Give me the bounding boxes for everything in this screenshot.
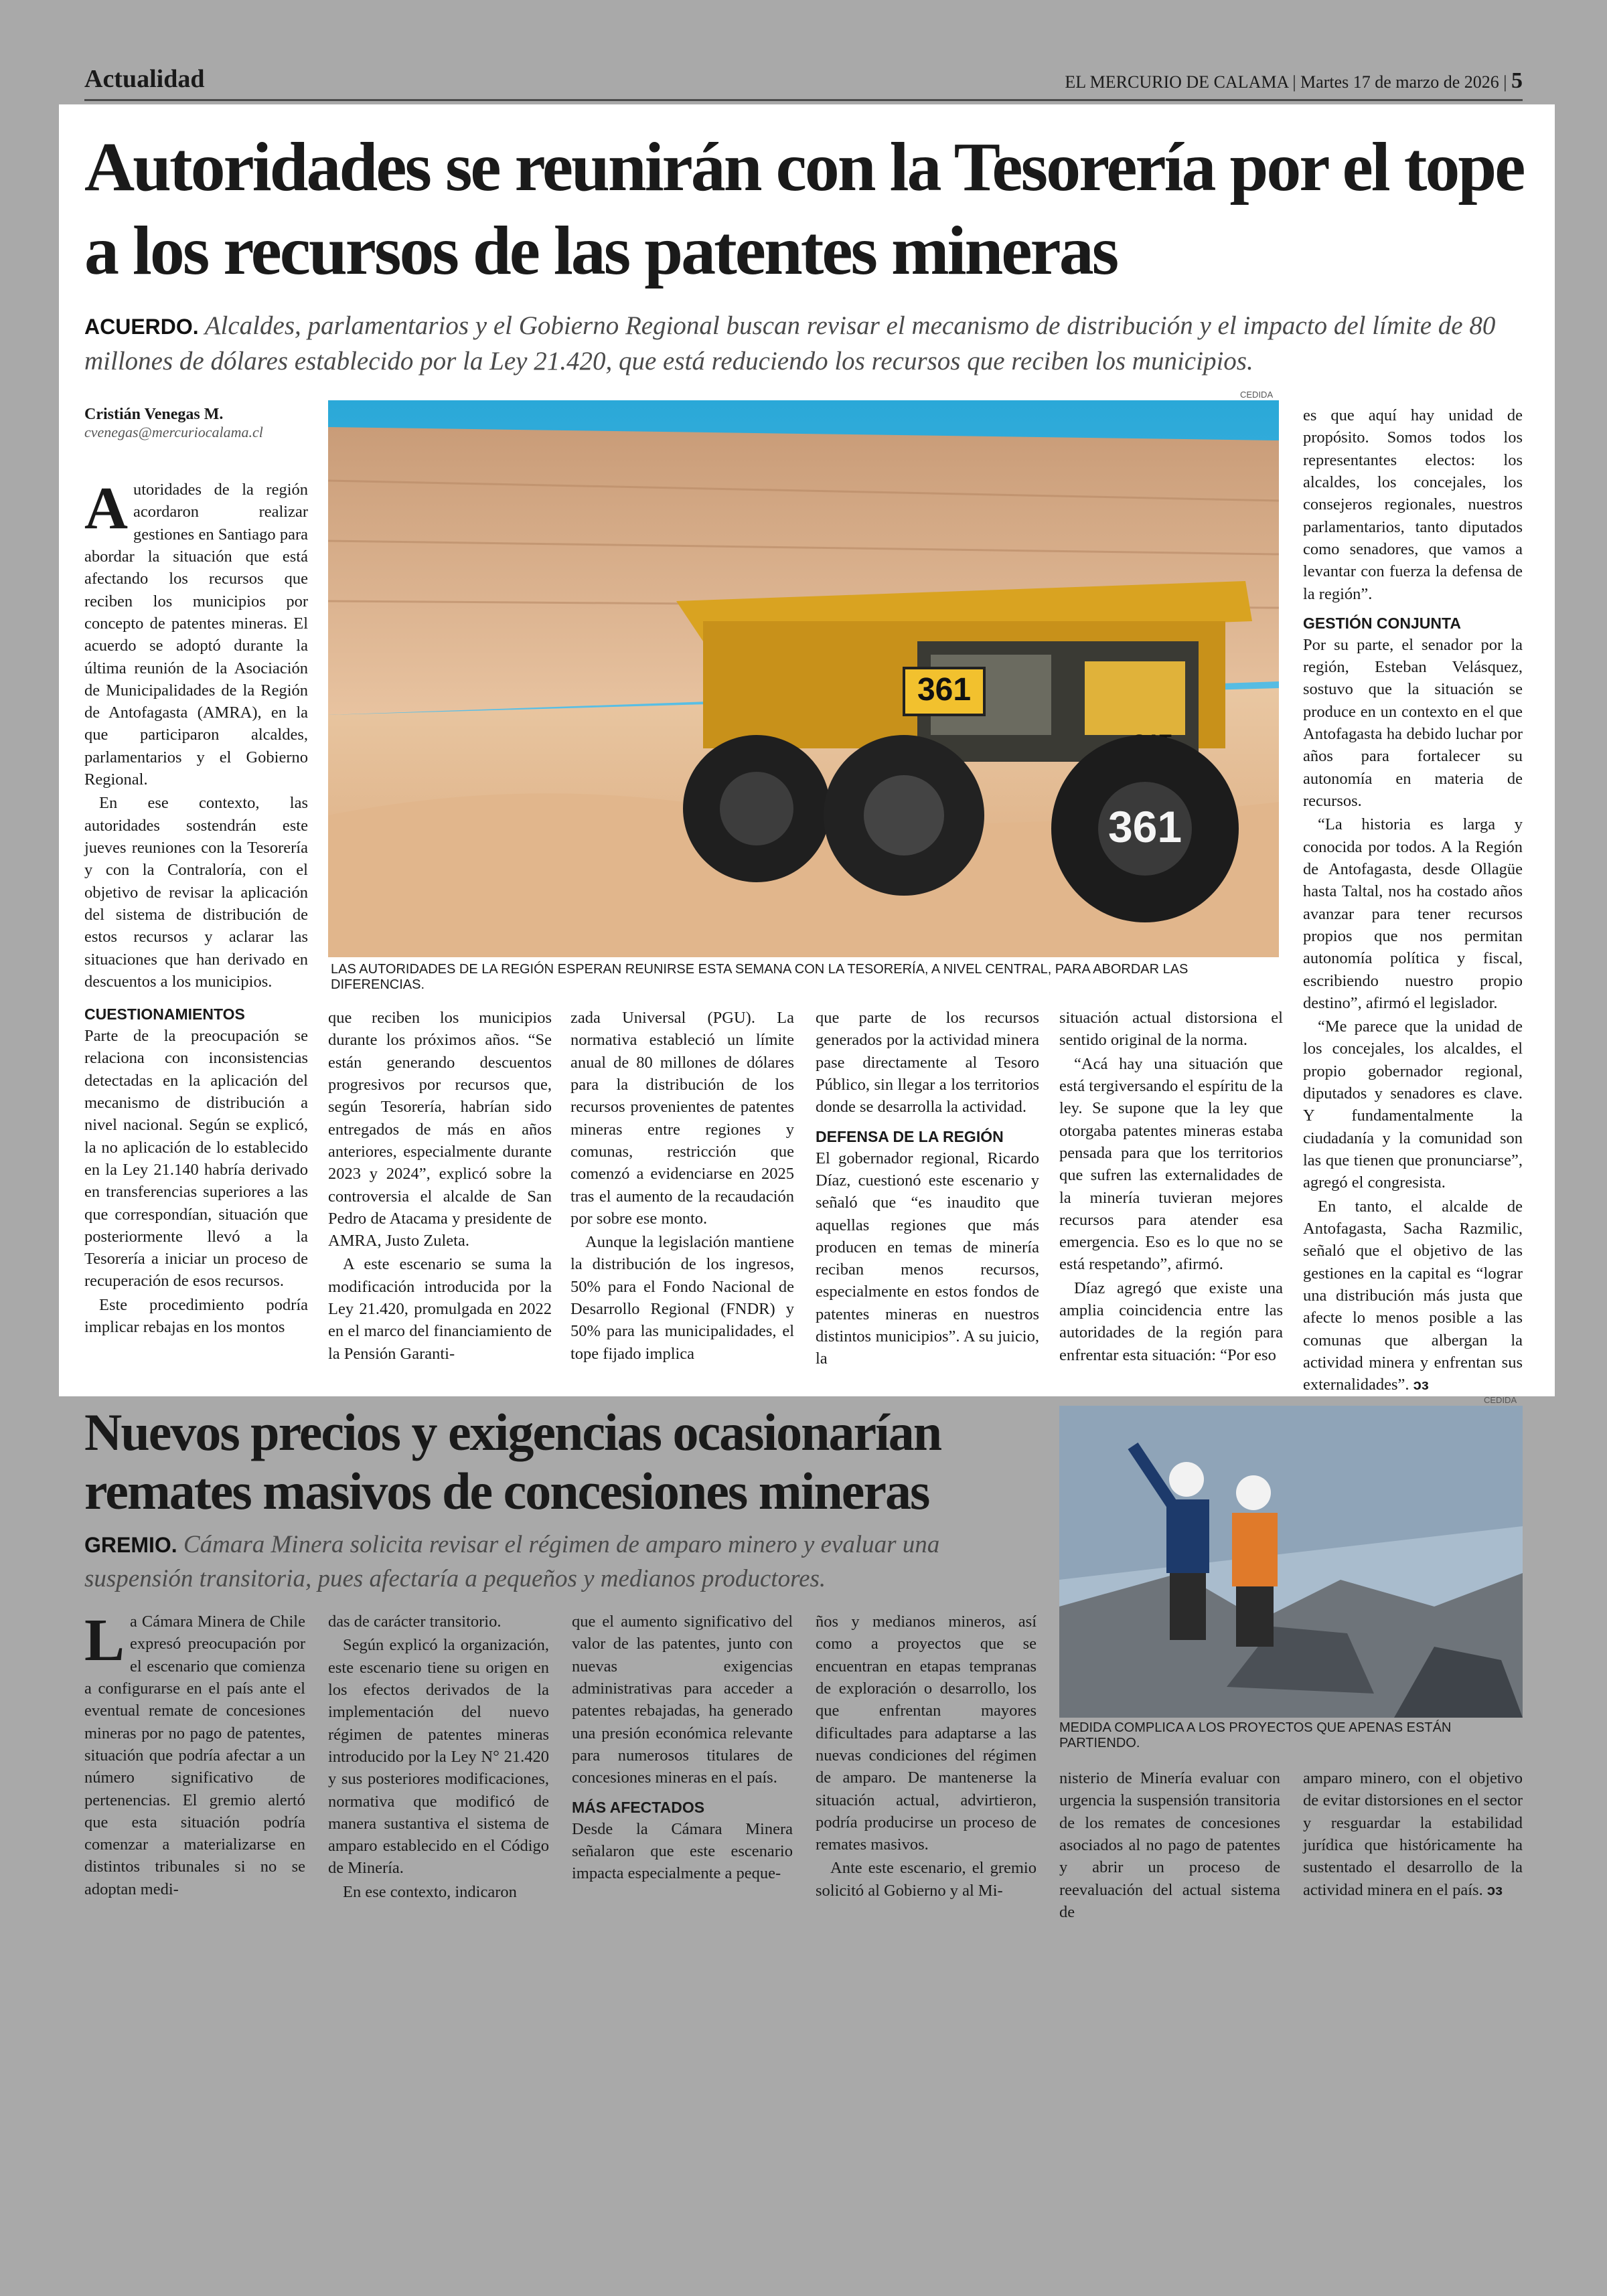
photo-credit: CEDIDA <box>1240 390 1274 400</box>
page-header <box>84 64 1523 101</box>
paragraph: Ante este escenario, el gremio solicitó al Gobierno y al Mi- <box>816 1859 1037 1900</box>
article1-col4 <box>816 1007 1039 1372</box>
subheading: MÁS AFECTADOS <box>572 1798 705 1816</box>
photo-caption: LAS AUTORIDADES DE LA REGIÓN ESPERAN REUNIRSE ESTA SEMANA CON LA TESORERÍA, A NIVEL CENTRAL, PARA ABORDAR LAS DIFERENCIAS. <box>331 962 1189 992</box>
article1-deck-text: Alcaldes, parlamentarios y el Gobierno Regional buscan revisar el mecanismo de distribución y el impacto del límite de 80 millones de dólares establecido por la Ley 21.420, que está reduciendo los recursos que reciben los municipios. <box>84 311 1496 376</box>
paragraph: Por su parte, el senador por la región, Esteban Velásquez, sostuvo que la situación se produce en un contexto en el que Antofagasta ha debido luchar por años para fortalecer su autonomía en materia de recursos. <box>1303 635 1523 810</box>
article1-kicker: ACUERDO. <box>84 315 199 339</box>
subheading: DEFENSA DE LA REGIÓN <box>816 1127 1004 1145</box>
paragraph: El gobernador regional, Ricardo Díaz, cuestionó este escenario y señaló que “es inaudito que aquellas regiones que más producen en temas de minería reciban menos recursos, especialmente en estos fondos de patentes mineras en nuestros distintos municipios”. A su juicio, la <box>816 1149 1039 1368</box>
paragraph: Según explicó la organización, este escenario tiene su origen en los efectos derivados de la implementación del nuevo régimen de patentes mineras introducido por la Ley N° 21.420 y sus posteriores modificaciones, normativa que modificó de manera sustantiva el sistema de amparo establecido en el Código de Minería. <box>328 1636 549 1878</box>
article1-col6 <box>1303 404 1523 1397</box>
article2-col3 <box>572 1611 793 1886</box>
bumper-number-label: 361 <box>1107 802 1182 851</box>
article1-col1 <box>84 406 308 994</box>
paragraph: situación actual distorsiona el sentido original de la norma. <box>1059 1009 1283 1050</box>
article2-col4 <box>816 1611 1037 1903</box>
paragraph: que reciben los municipios durante los próximos años. “Se están generando descuentos progresivos por recursos que, según Tesorería, habrían sido entregados de más en años anteriores, especialmente durante 2023 y 2024”, explicó sobre la controversia el alcalde de San Pedro de Atacama y presidente de AMRA, Justo Zuleta. <box>328 1009 552 1250</box>
article1-col5 <box>1059 1007 1283 1368</box>
paragraph: que parte de los recursos generados por la actividad minera pase directamente al Tesoro Público, sin llegar a los territorios donde se desarrolla la actividad. <box>816 1009 1039 1117</box>
paragraph: ños y medianos mineros, así como a proyectos que se encuentran en etapas tempranas de exploración o desarrollo, los que enfrentan mayores dificultades para adaptarse a las nuevas condiciones del régimen de amparo. De mantenerse la situación actual, advirtieron, podría producirse un proceso de remates masivos. <box>816 1613 1037 1854</box>
photo-credit: CEDIDA <box>1484 1395 1517 1405</box>
article2-kicker: GREMIO. <box>84 1533 177 1557</box>
paragraph: Aunque la legislación mantiene la distribución de los ingresos, 50% para el Fondo Nacional de Desarrollo Regional (FNDR) y 50% para las municipalidades, el tope fijado implica <box>570 1233 794 1363</box>
paragraph: La Cámara Minera de Chile expresó preocupación por el escenario que comienza a configurarse en el país ante el eventual remate de concesiones mineras por no pago de patentes, situación que podría afectar a un número significativo de pertenencias. El gremio alertó que esta situación podría comenzar a materializarse en distintos tribunales si no se adoptan medi- <box>84 1607 305 1898</box>
article2-col6 <box>1303 1767 1523 1902</box>
paper-name: EL MERCURIO DE CALAMA <box>1065 72 1288 92</box>
article1-deck <box>84 308 1524 380</box>
end-mark: ↄз <box>1413 1376 1429 1394</box>
article1-col1-lower <box>84 1005 308 1339</box>
mining-truck-photo <box>328 400 1279 957</box>
paragraph: Desde la Cámara Minera señalaron que este escenario impacta especialmente a peque- <box>572 1819 793 1883</box>
author-email: cvenegas@mercuriocalama.cl <box>84 424 263 440</box>
paragraph: Díaz agregó que existe una amplia coincidencia entre las autoridades de la región para enfrentar esta situación: “Por eso <box>1059 1279 1283 1364</box>
article1-col3 <box>570 1007 794 1366</box>
paragraph: Este procedimiento podría implicar rebajas en los montos <box>84 1295 308 1337</box>
paragraph: En tanto, el alcalde de Antofagasta, Sacha Razmilic, señaló que el objetivo de las gestiones en la capital es “lograr una distribución más justa que afecte lo menos posible a las comunas que albergan la actividad minera y enfrentan sus externalidades”. ↄз <box>1303 1197 1523 1394</box>
subheading: GESTIÓN CONJUNTA <box>1303 614 1461 632</box>
drop-cap: L <box>84 1607 125 1673</box>
issue-date: Martes 17 de marzo de 2026 <box>1300 72 1499 92</box>
paragraph: es que aquí hay unidad de propósito. Somos todos los representantes electos: los alcaldes, los concejales, los consejeros regionales, nuestros parlamentarios, tanto diputados como senadores, que vamos a levantar con fuerza la defensa de la región”. <box>1303 406 1523 603</box>
article1-col2 <box>328 1007 552 1366</box>
article2-col1 <box>84 1607 305 1902</box>
paragraph: “La historia es larga y conocida por todos. A la Región de Antofagasta, desde Ollagüe hasta Taltal, nos ha costado años avanzar para tener recursos propios que nos permitan autonomía política y fiscal, escribiendo nuestro propio destino”, afirmó el legislador. <box>1303 815 1523 1012</box>
drop-cap: A <box>84 475 128 542</box>
paragraph: Parte de la preocupación se relaciona con inconsistencias detectadas en la aplicación del mecanismo de distribución a nivel nacional. Según se explicó, la no aplicación de lo establecido en la Ley 21.140 habría derivado en transferencias superiores a las que correspondían, situación que posteriormente llevó a la Tesorería a iniciar un proceso de recuperación de esos recursos. <box>84 1027 308 1291</box>
photo-caption: MEDIDA COMPLICA A LOS PROYECTOS QUE APENAS ESTÁN PARTIENDO. <box>1059 1720 1452 1750</box>
paragraph: amparo minero, con el objetivo de evitar distorsiones en el sector y resguardar la estabilidad jurídica que históricamente ha sustentado el desarrollo de la actividad minera en el país. ↄз <box>1303 1769 1523 1899</box>
section-name: Actualidad <box>84 65 205 93</box>
author: Cristián Venegas M. <box>84 406 224 423</box>
article2-deck <box>84 1528 1042 1596</box>
truck-number-label: 361 <box>917 672 972 708</box>
paragraph: nisterio de Minería evaluar con urgencia la suspensión transitoria de los remates de concesiones asociados al no pago de patentes y abrir un proceso de reevaluación del actual sistema de <box>1059 1769 1280 1921</box>
subheading: CUESTIONAMIENTOS <box>84 1005 245 1023</box>
page-number: 5 <box>1511 68 1523 93</box>
paragraph: “Me parece que la unidad de los concejales, los alcaldes, el propio gobernador regional, diputados y senadores es clave. Y fundamentalmente la ciudadanía y la comunidad son las que tienen que pronunciarse”, agregó el congresista. <box>1303 1017 1523 1192</box>
article1-title: Autoridades se reunirán con la Tesorería por el tope a los recursos de las patentes mineras <box>84 129 1524 289</box>
paragraph: que el aumento significativo del valor de las patentes, junto con nuevas exigencias administrativas para acceder a patentes rebajadas, ha generado una presión económica relevante para numerosos titulares de concesiones mineras en el país. <box>572 1613 793 1787</box>
paragraph: A este escenario se suma la modificación introducida por la Ley 21.420, promulgada en 2022 en el marco del financiamiento de la Pensión Garanti- <box>328 1255 552 1363</box>
paragraph: En ese contexto, las autoridades sostendrán este jueves reuniones con la Tesorería y con la Contraloría, con el objetivo de revisar la aplicación del sistema de distribución de estos recursos y aclarar las situaciones que han derivado en descuentos a los municipios. <box>84 794 308 991</box>
article2-deck-text: Cámara Minera solicita revisar el régimen de amparo minero y evaluar una suspensión transitoria, pues afectaría a pequeños y medianos productores. <box>84 1531 940 1593</box>
article2-col2 <box>328 1611 549 1904</box>
article2-title: Nuevos precios y exigencias ocasionarían remates masivos de concesiones mineras <box>84 1403 941 1521</box>
miners-photo <box>1059 1406 1523 1718</box>
paragraph: “Acá hay una situación que está tergiversando el espíritu de la ley. Se supone que la ley que otorgaba patentes mineras estaba pensada para que los territorios que sufren las externalidades de la minería tuvieran mejores recursos para atender esa emergencia. Eso es lo que no se está respetando”, afirmó. <box>1059 1054 1283 1274</box>
paragraph: En ese contexto, indicaron <box>343 1882 517 1901</box>
article2-col5 <box>1059 1767 1280 1924</box>
header-info: EL MERCURIO DE CALAMA | Martes 17 de marzo de 2026 | 5 <box>1065 68 1523 93</box>
paragraph: das de carácter transitorio. <box>328 1613 502 1631</box>
end-mark: ↄз <box>1486 1881 1503 1898</box>
paragraph: zada Universal (PGU). La normativa estableció un límite anual de 80 millones de dólares para la distribución de los recursos provenientes de patentes mineras entre regiones y comunas, restricción que comenzó a evidenciarse en 2025 tras el aumento de la recaudación por sobre ese monto. <box>570 1009 794 1228</box>
paragraph: Autoridades de la región acordaron realizar gestiones en Santiago para abordar la situación que está afectando los recursos que reciben los municipios por concepto de patentes mineras. El acuerdo se adoptó durante la última reunión de la Asociación de Municipalidades de la Región de Antofagasta (AMRA), en la que participaron alcaldes, parlamentarios y el Gobierno Regional. <box>84 475 308 789</box>
